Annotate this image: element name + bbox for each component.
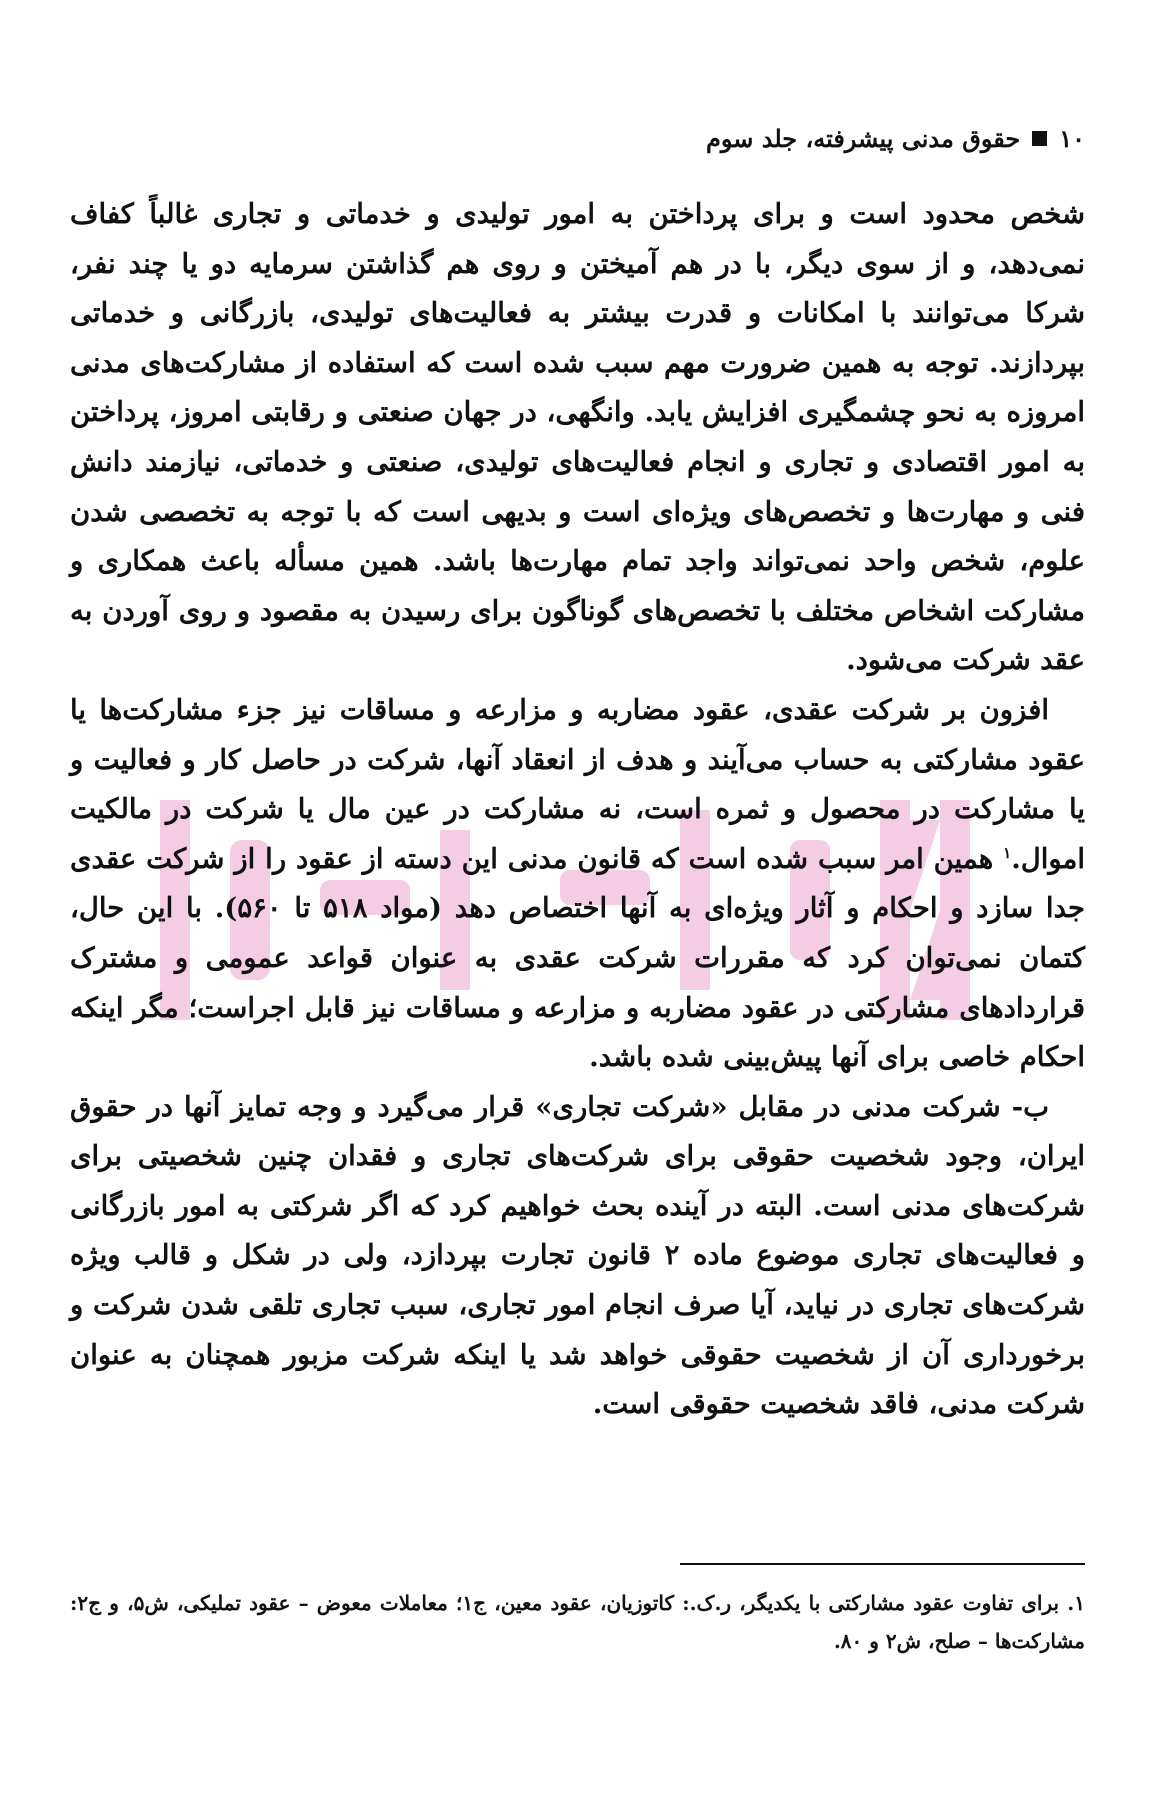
paragraph-3: ب- شرکت مدنی در مقابل «شرکت تجاری» قرار می‌گیرد و وجه تمایز آنها در حقوق ایران، وجود شخصیت حقوقی برای شرکت‌های تجاری و فقدان چنین شخصیتی برای شرکت‌های مدنی است. البته در آینده بحث خواهیم کرد که اگر شرکتی به امور بازرگانی و فعالیت‌های تجاری موضوع ماده ۲ قانون تجارت بپردازد، ولی در شکل و قالب ویژه شرکت‌های تجاری در نیاید، آیا صرف انجام امور تجاری، سبب تجاری تلقی شدن شرکت و برخورداری آن از شخصیت حقوقی خواهد شد یا اینکه شرکت مزبور همچنان به عنوان شرکت مدنی، فاقد شخصیت حقوقی است. — [70, 1090, 1085, 1421]
footnote-reference[interactable]: ۱ — [1003, 843, 1012, 862]
running-title: حقوق مدنی پیشرفته، جلد سوم — [706, 123, 1021, 153]
paragraph-1: شخص محدود است و برای پرداختن به امور تولیدی و خدماتی و تجاری غالباً کفاف نمی‌دهد، و از سوی دیگر، با در هم آمیختن و روی هم گذاشتن سرمایه دو یا چند نفر، شرکا می‌توانند با امکانات و قدرت بیشتر به فعالیت‌های تولیدی، بازرگانی و خدماتی بپردازند. توجه به همین ضرورت مهم سبب شده است که استفاده از مشارکت‌های مدنی امروزه به نحو چشمگیری افزایش یابد. وانگهی، در جهان صنعتی و رقابتی امروز، پرداختن به امور اقتصادی و تجاری و انجام فعالیت‌های تولیدی، صنعتی و خدماتی، نیازمند دانش فنی و مهارت‌ها و تخصص‌های ویژه‌ای است و بدیهی است که با توجه به تخصصی شدن علوم، شخص واحد نمی‌تواند واجد تمام مهارت‌ها باشد. همین مسأله باعث همکاری و مشارکت اشخاص مختلف با تخصص‌های گوناگون برای رسیدن به مقصود و روی آوردن به عقد شرکت می‌شود. — [70, 198, 1085, 677]
footnote-divider — [680, 1563, 1085, 1565]
footnote-text: ۱. برای تفاوت عقود مشارکتی با یکدیگر، ر.ک.: کاتوزیان، عقود معین، ج۱؛ معاملات معوض – عقود تملیکی، ش۵، و ج۲: مشارکت‌ها – صلح، ش۲ و ۸۰. — [70, 1591, 1085, 1653]
paragraph-2 — [70, 686, 1085, 1083]
paragraph-2-part-1: افزون بر شرکت عقدی، عقود مضاربه و مزارعه و مساقات نیز جزء مشارکت‌ها یا عقود مشارکتی به حساب می‌آیند و هدف از انعقاد آنها، شرکت در حاصل کار و فعالیت و یا مشارکت در محصول و ثمره است، نه مشارکت در عین مال یا شرکت در مالکیت اموال. — [70, 693, 1085, 875]
footnote — [70, 1584, 1085, 1660]
paragraph-2-part-2: همین امر سبب شده است که قانون مدنی این دسته از عقود را از شرکت عقدی جدا سازد و احکام و آثار ویژه‌ای به آنها اختصاص دهد (مواد ۵۱۸ تا ۵۶۰). با این حال، کتمان نمی‌توان کرد که مقررات شرکت عقدی به عنوان قواعد عمومی و مشترک قراردادهای مشارکتی در عقود مضاربه و مزارعه و مساقات نیز قابل اجراست؛ مگر اینکه احکام خاصی برای آنها پیش‌بینی شده باشد. — [70, 842, 1085, 1074]
body-text — [70, 190, 1085, 1430]
page-number: ۱۰ — [1059, 123, 1085, 153]
header-square-icon — [1032, 131, 1047, 146]
page-header — [70, 118, 1085, 158]
